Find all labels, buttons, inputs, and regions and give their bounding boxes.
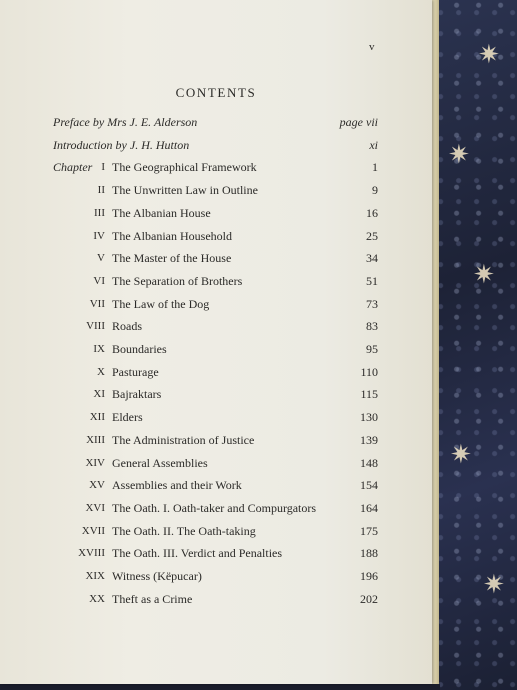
- toc-entry-page: 196: [360, 569, 378, 583]
- toc-entry-page: 130: [360, 410, 378, 425]
- toc-chapter-number: XVI: [85, 501, 105, 514]
- toc-entry-title: The Law of the Dog: [112, 296, 210, 311]
- toc-chapter-row: [0, 454, 432, 472]
- fabric-background: [428, 0, 517, 690]
- toc-entry-page: [369, 136, 378, 154]
- toc-entry-page: 73: [366, 296, 378, 311]
- toc-entry-title: Preface by Mrs J. E. Alderson: [53, 115, 198, 129]
- toc-chapter-row: [0, 249, 432, 267]
- toc-entry-title: Assemblies and their Work: [112, 478, 242, 493]
- toc-entry-page: 83: [366, 319, 378, 334]
- toc-entry-title: The Geographical Framework: [112, 160, 257, 175]
- toc-chapter-number: XI: [93, 388, 105, 401]
- toc-chapter-row: [0, 204, 432, 222]
- toc-chapter-number: XIX: [85, 570, 105, 582]
- toc-entry-page: 154: [360, 478, 378, 493]
- toc-entry-title: The Master of the House: [112, 251, 232, 266]
- bottom-strip: [0, 684, 440, 690]
- toc-page-value: vii: [366, 115, 378, 129]
- page-title: CONTENTS: [175, 85, 257, 100]
- toc-front-matter-row: [0, 113, 432, 131]
- toc-chapter-number: IV: [93, 229, 105, 242]
- toc-entry-page: 164: [360, 500, 378, 515]
- star-pattern-icon: ✷: [448, 140, 470, 169]
- toc-entry-page: 16: [366, 205, 378, 220]
- toc-entry-page: 51: [366, 273, 378, 288]
- toc-entry-page: 202: [360, 591, 378, 606]
- toc-page-value: xi: [369, 137, 378, 152]
- toc-chapter-row: [0, 385, 432, 403]
- toc-chapter-number: III: [94, 206, 105, 219]
- toc-chapter-number: XVIII: [78, 547, 105, 560]
- toc-entry-title: The Oath. II. The Oath-taking: [112, 523, 256, 538]
- toc-entry-page: 188: [360, 546, 378, 561]
- toc-entry-title: Bajraktars: [112, 387, 162, 402]
- toc-chapter-row: [0, 181, 432, 199]
- toc-chapter-row: [0, 158, 432, 176]
- toc-entry-title: The Oath. III. Verdict and Penalties: [112, 546, 283, 561]
- toc-chapter-number: IX: [93, 343, 105, 355]
- toc-chapter-row: [0, 272, 432, 290]
- toc-chapter-number: V: [97, 252, 105, 265]
- toc-chapter-row: [0, 227, 432, 245]
- toc-chapter-number: XIV: [85, 456, 105, 469]
- toc-chapter-row: [0, 590, 432, 608]
- toc-chapter-row: [0, 522, 432, 540]
- toc-chapter-number: VI: [93, 274, 105, 287]
- toc-chapter-number: II: [97, 184, 105, 197]
- toc-entry-title: Elders: [112, 410, 143, 425]
- toc-entry-title: The Albanian House: [112, 205, 211, 220]
- toc-chapter-row: [0, 317, 432, 335]
- toc-entry-title: Pasturage: [112, 364, 159, 379]
- toc-entry-title: The Oath. I. Oath-taker and Compurgators: [112, 500, 317, 515]
- toc-entry-title: General Assemblies: [112, 455, 208, 470]
- toc-entry-page: [340, 113, 378, 131]
- toc-chapter-row: [0, 408, 432, 426]
- toc-entry-page: 139: [360, 432, 378, 447]
- toc-chapter-number: VIII: [86, 320, 105, 333]
- star-pattern-icon: ✷: [450, 440, 472, 469]
- toc-chapter-number: XV: [89, 479, 105, 492]
- toc-chapter-row: [0, 544, 432, 562]
- toc-page-prefix: page: [339, 115, 363, 129]
- toc-chapter-row: [0, 431, 432, 449]
- toc-entry-title: Witness (Këpucar): [112, 569, 202, 583]
- toc-chapter-row: [0, 340, 432, 358]
- toc-entry-title: Introduction by J. H. Hutton: [53, 137, 190, 152]
- toc-entry-page: 25: [366, 228, 378, 243]
- toc-entry-page: 1: [372, 160, 378, 175]
- toc-chapter-row: [0, 499, 432, 517]
- star-pattern-icon: ✷: [483, 570, 505, 599]
- toc-entry-title: The Unwritten Law in Outline: [112, 183, 258, 198]
- toc-chapter-number: XII: [89, 411, 105, 424]
- toc-entry-page: 34: [366, 251, 378, 266]
- toc-entry-page: 115: [360, 387, 378, 402]
- toc-chapter-row: [0, 295, 432, 313]
- toc-chapter-number: VII: [89, 297, 105, 310]
- toc-chapter-number: X: [97, 365, 105, 378]
- toc-entry-title: Theft as a Crime: [112, 591, 193, 606]
- star-pattern-icon: ✷: [478, 40, 500, 69]
- toc-entry-title: Roads: [112, 319, 142, 334]
- toc-chapter-number: XIII: [86, 433, 105, 446]
- chapter-word: Chapter: [53, 160, 93, 175]
- toc-entry-title: The Administration of Justice: [112, 432, 255, 447]
- toc-entry-page: 148: [360, 455, 378, 470]
- toc-entry-page: 175: [360, 523, 378, 538]
- toc-entry-page: 9: [372, 183, 378, 198]
- toc-chapter-row: [0, 567, 432, 585]
- toc-entry-title: The Separation of Brothers: [112, 273, 243, 288]
- toc-entry-page: 110: [360, 364, 378, 379]
- page-number: v: [369, 41, 375, 53]
- toc-entry-page: 95: [366, 342, 378, 356]
- toc-entry-title: Boundaries: [112, 342, 167, 356]
- toc-front-matter-row: [0, 136, 432, 154]
- toc-chapter-number: I: [101, 161, 105, 174]
- star-pattern-icon: ✷: [473, 260, 495, 289]
- toc-chapter-number: XVII: [81, 524, 105, 537]
- toc-chapter-number: XX: [89, 592, 105, 605]
- toc-chapter-row: [0, 363, 432, 381]
- toc-chapter-row: [0, 476, 432, 494]
- toc-entry-title: The Albanian Household: [112, 228, 232, 243]
